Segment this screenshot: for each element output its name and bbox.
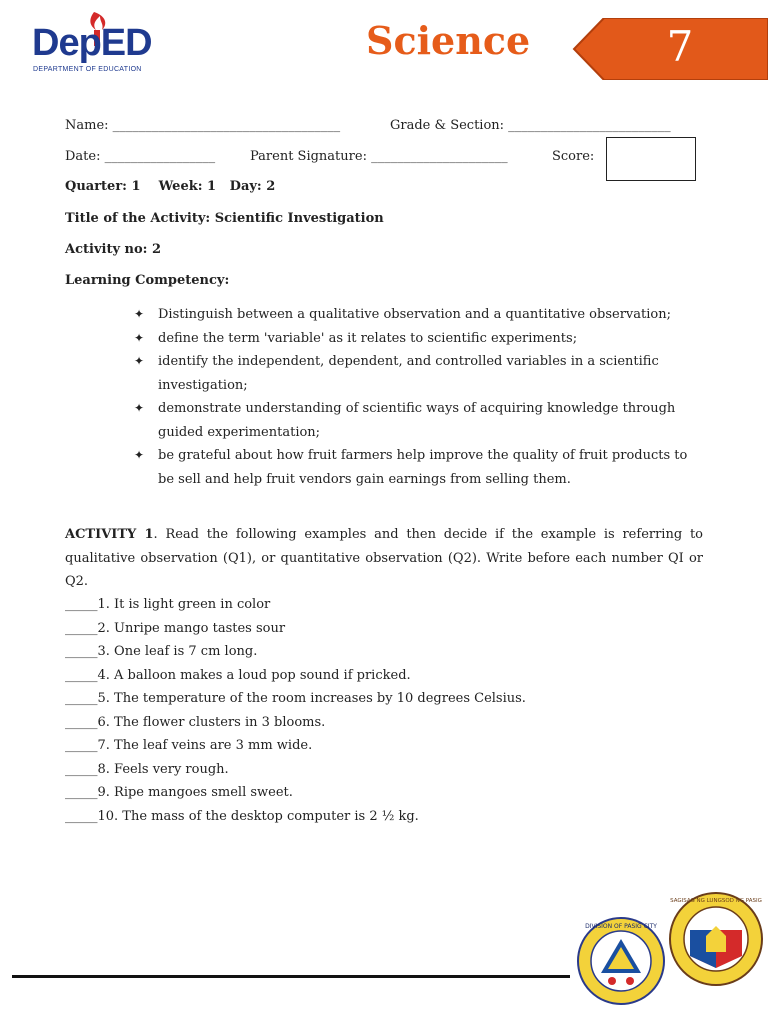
score-box[interactable] xyxy=(606,137,696,181)
learning-competency-heading: Learning Competency: xyxy=(65,273,230,288)
seal-lettering: DIVISION OF PASIG CITY xyxy=(585,923,657,930)
quarter-week-day: Quarter: 1 Week: 1 Day: 2 xyxy=(65,179,276,194)
activity-items xyxy=(65,593,705,828)
footer-divider xyxy=(12,975,570,978)
deped-logo xyxy=(30,8,170,78)
bullet-star-icon: ✦ xyxy=(134,448,145,462)
parent-signature-field[interactable]: Parent Signature: _____________________ xyxy=(250,149,508,164)
competency-list xyxy=(134,303,704,491)
activity-instructions xyxy=(65,523,703,594)
competency-item: ✦ demonstrate understanding of scientific ways of acquiring knowledge through guided experimentation; xyxy=(134,397,704,444)
competency-item: ✦ define the term 'variable' as it relates to scientific experiments; xyxy=(134,327,704,351)
list-item[interactable]: _____3. One leaf is 7 cm long. xyxy=(65,644,258,659)
list-item[interactable]: _____1. It is light green in color xyxy=(65,597,271,612)
bullet-star-icon: ✦ xyxy=(134,307,145,321)
activity-title-label: Title of the Activity xyxy=(65,211,206,226)
list-item[interactable]: _____9. Ripe mangoes smell sweet. xyxy=(65,785,293,800)
list-item[interactable]: _____6. The flower clusters in 3 blooms. xyxy=(65,714,326,730)
subject-title: Science xyxy=(366,18,531,63)
competency-item: ✦ be grateful about how fruit farmers help improve the quality of fruit products to be sell and help fruit vendors gain earnings from selling them. xyxy=(134,444,704,491)
date-field[interactable]: Date: _________________ xyxy=(65,149,216,164)
logo-wordmark: DepED xyxy=(32,22,152,64)
list-item[interactable]: _____4. A balloon makes a loud pop sound if pricked. xyxy=(65,667,411,683)
bullet-star-icon: ✦ xyxy=(134,330,145,345)
list-item[interactable]: _____5. The temperature of the room increases by 10 degrees Celsius. xyxy=(65,691,526,706)
list-item[interactable]: _____10. The mass of the desktop computer is 2 ½ kg. xyxy=(65,808,419,824)
activity-label: ACTIVITY 1 xyxy=(65,527,154,542)
name-field[interactable]: Name: ___________________________________ xyxy=(65,118,341,133)
activity-number: Activity no: 2 xyxy=(65,242,162,257)
bullet-star-icon: ✦ xyxy=(134,354,145,368)
score-label: Score: xyxy=(552,149,595,164)
list-item[interactable]: _____7. The leaf veins are 3 mm wide. xyxy=(65,738,313,753)
division-seal-icon xyxy=(576,915,666,1007)
competency-item: ✦ Distinguish between a qualitative observation and a quantitative observation; xyxy=(134,303,704,327)
city-seal-icon xyxy=(668,890,764,988)
grade-section-field[interactable]: Grade & Section: _________________________ xyxy=(390,118,671,133)
activity-instructions-text: . Read the following examples and then decide if the example is referring to qualitative observation (Q1), or quantitative observation (Q2). Write before each number QI or Q2. xyxy=(65,527,703,589)
activity-title-value: : Scientific Investigation xyxy=(205,211,384,226)
seal-lettering: SAGISAG NG LUNGSOD NG PASIG xyxy=(670,898,762,904)
logo-subtitle: DEPARTMENT OF EDUCATION xyxy=(33,66,142,73)
competency-item: ✦ identify the independent, dependent, and controlled variables in a scientific investigation; xyxy=(134,350,704,397)
list-item[interactable]: _____2. Unripe mango tastes sour xyxy=(65,620,286,636)
bullet-star-icon: ✦ xyxy=(134,401,145,415)
activity-title xyxy=(65,211,384,226)
grade-number: 7 xyxy=(666,22,694,71)
list-item[interactable]: _____8. Feels very rough. xyxy=(65,761,229,777)
